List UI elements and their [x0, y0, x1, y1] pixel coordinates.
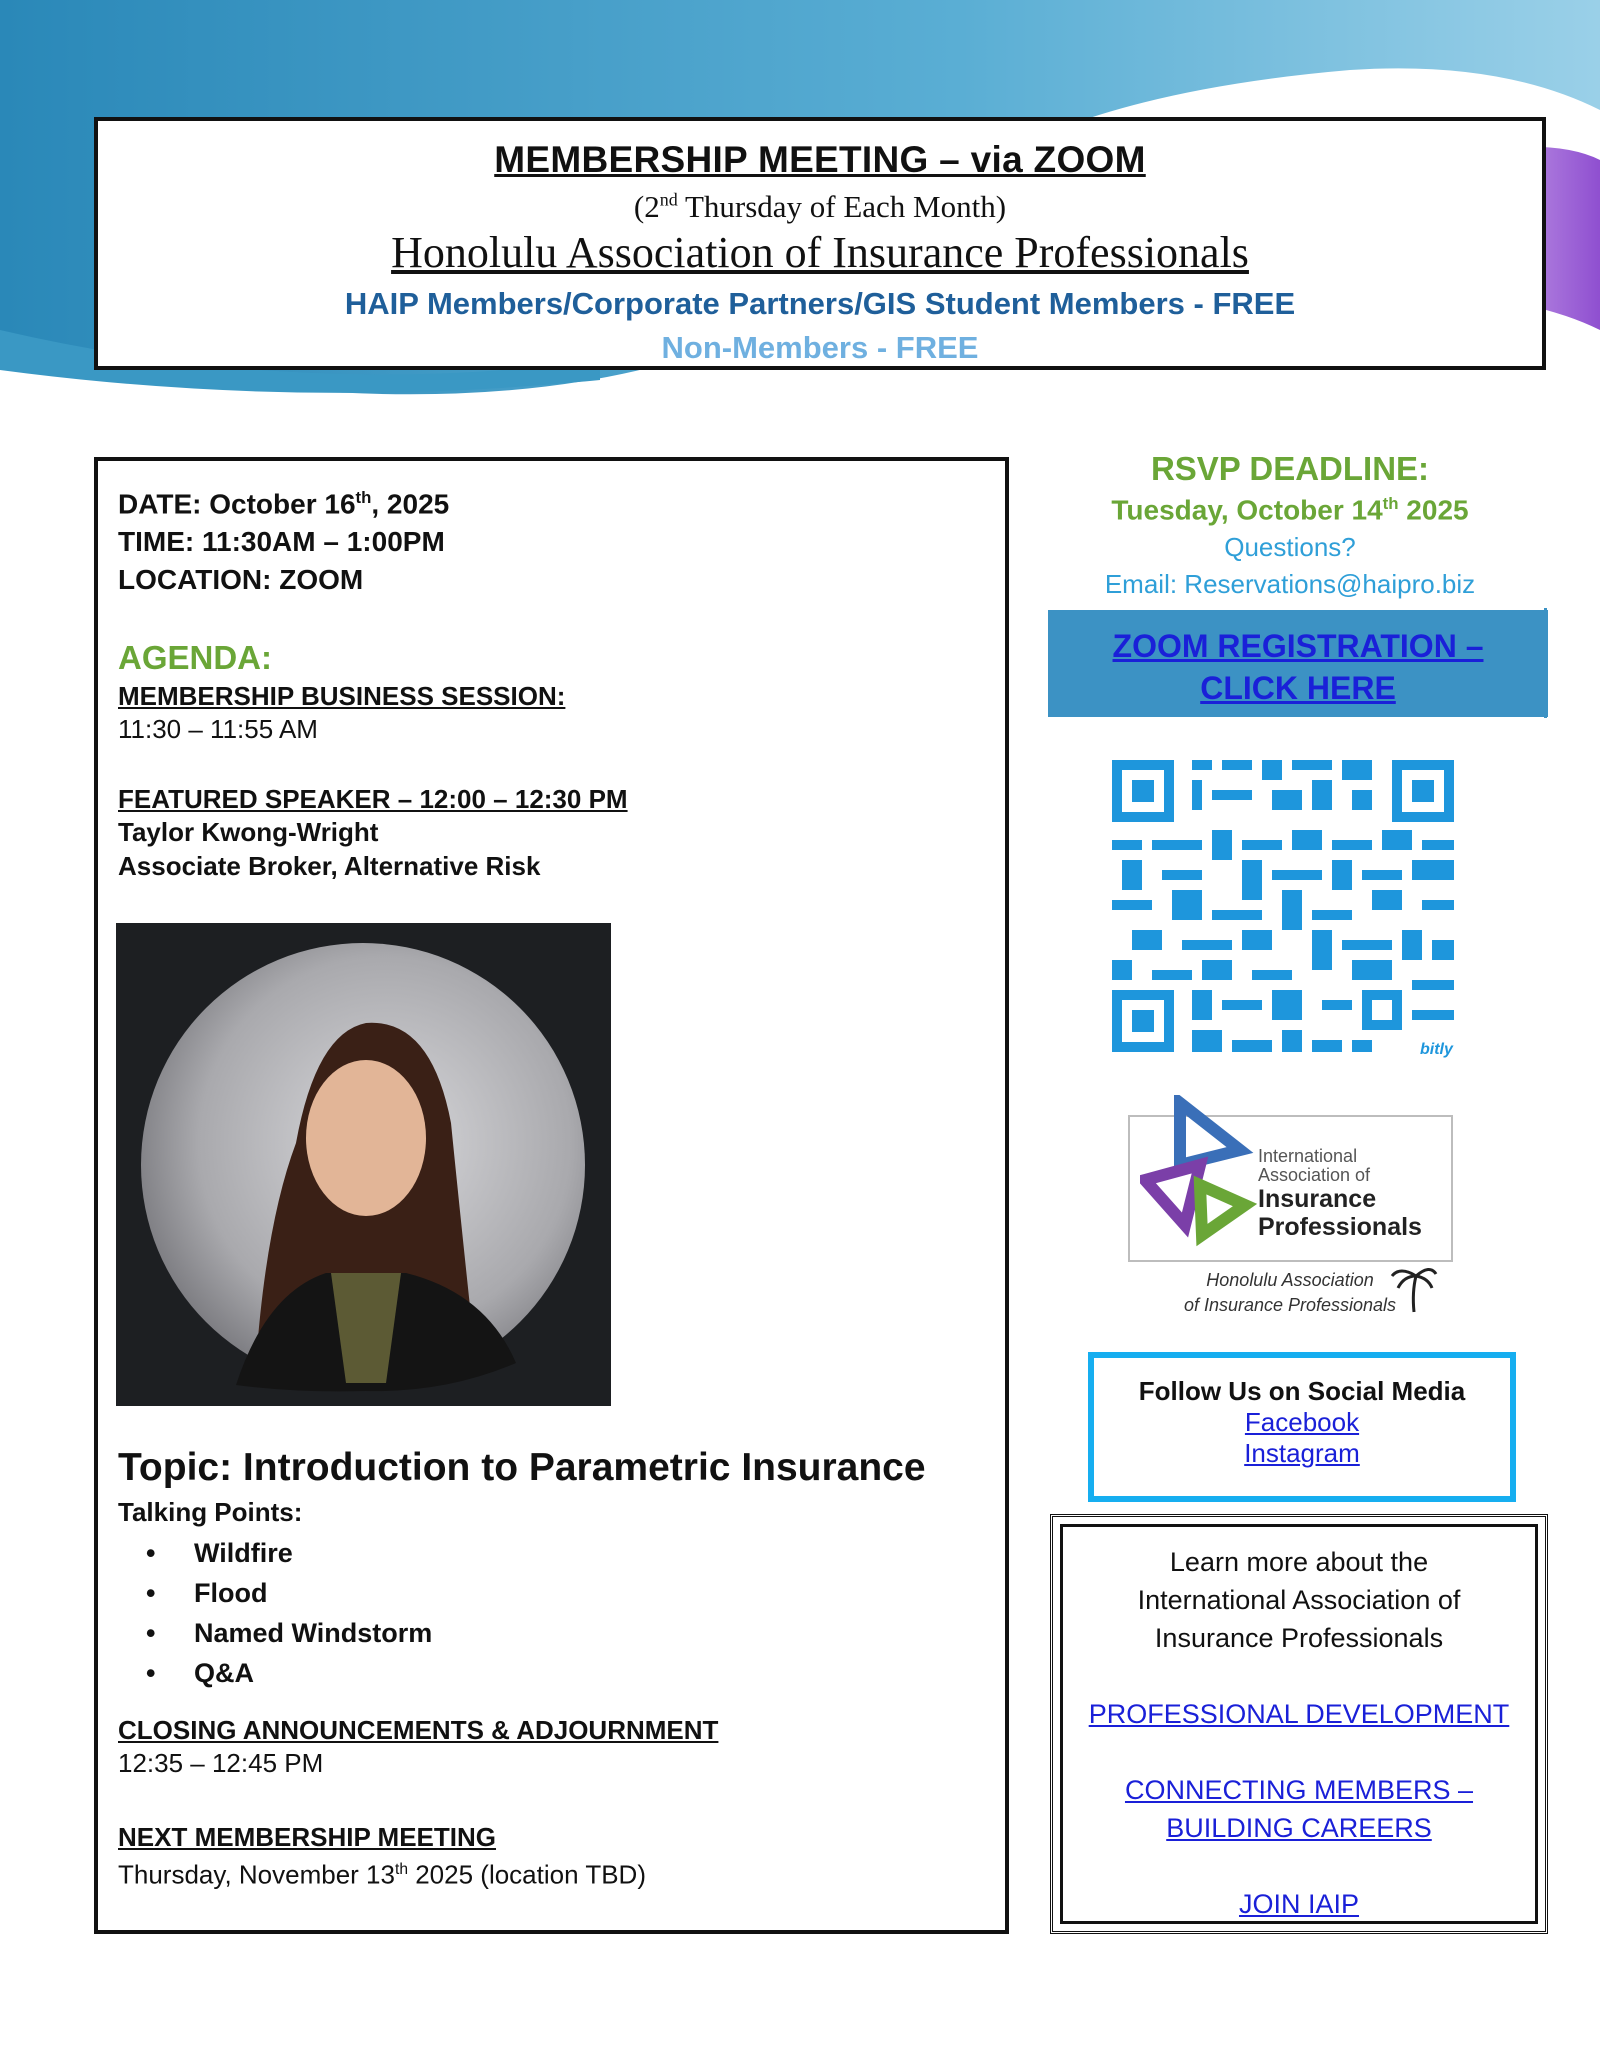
- agenda-box: [94, 457, 1009, 1934]
- learn-line: Insurance Professionals: [1154, 1623, 1444, 1653]
- business-session-time: 11:30 – 11:55 AM: [118, 714, 318, 745]
- rsvp-date: Tuesday, October 14th 2025: [1111, 494, 1469, 526]
- event-location: LOCATION: ZOOM: [118, 564, 364, 596]
- reservation-email[interactable]: Email: Reservations@haipro.biz: [1104, 569, 1476, 600]
- facebook-link[interactable]: Facebook: [1244, 1407, 1360, 1437]
- rsvp-block: [1050, 450, 1530, 600]
- talking-points-list: [146, 1533, 432, 1693]
- featured-speaker-title: FEATURED SPEAKER – 12:00 – 12:30 PM: [118, 784, 628, 815]
- closing-time: 12:35 – 12:45 PM: [118, 1748, 324, 1778]
- list-item: • Q&A: [146, 1658, 254, 1688]
- zoom-registration-link-line1[interactable]: ZOOM REGISTRATION –: [1112, 628, 1484, 664]
- business-session-title: MEMBERSHIP BUSINESS SESSION:: [118, 681, 566, 712]
- topic-title: Topic: Introduction to Parametric Insurance: [118, 1446, 926, 1489]
- zoom-registration-button[interactable]: [1048, 610, 1548, 717]
- next-meeting-section: [118, 1818, 646, 1892]
- building-careers-link[interactable]: BUILDING CAREERS: [1166, 1813, 1432, 1843]
- organization-name: Honolulu Association of Insurance Professionals: [391, 228, 1249, 277]
- iaip-logo-text: International Association of Insurance Professionals: [1258, 1146, 1422, 1241]
- list-item: • Flood: [146, 1578, 268, 1608]
- instagram-link[interactable]: Instagram: [1244, 1438, 1360, 1468]
- learn-more-box: [1050, 1514, 1548, 1934]
- social-media-box: [1088, 1352, 1516, 1502]
- connecting-members-link[interactable]: CONNECTING MEMBERS –: [1124, 1775, 1474, 1805]
- next-meeting-date: Thursday, November 13th 2025 (location TBD): [118, 1859, 646, 1890]
- closing-section: [118, 1711, 718, 1780]
- list-item: • Wildfire: [146, 1538, 293, 1568]
- list-item: • Named Windstorm: [146, 1618, 433, 1648]
- meeting-subtitle: (2nd Thursday of Each Month): [633, 189, 1007, 224]
- learn-line: International Association of: [1137, 1585, 1461, 1615]
- speaker-name: Taylor Kwong-Wright: [118, 817, 379, 848]
- learn-more-content: [1060, 1524, 1538, 1924]
- social-heading: Follow Us on Social Media: [1138, 1376, 1466, 1406]
- header-box: [94, 117, 1546, 370]
- closing-title: CLOSING ANNOUNCEMENTS & ADJOURNMENT: [118, 1715, 719, 1745]
- questions-label: Questions?: [1224, 532, 1356, 563]
- palm-tree-icon: [1390, 1262, 1438, 1314]
- speaker-role: Associate Broker, Alternative Risk: [118, 851, 541, 882]
- rsvp-heading: RSVP DEADLINE:: [1150, 450, 1430, 487]
- members-pricing: HAIP Members/Corporate Partners/GIS Student Members - FREE: [344, 286, 1296, 321]
- event-time: TIME: 11:30AM – 1:00PM: [118, 526, 445, 558]
- learn-line: Learn more about the: [1169, 1547, 1429, 1577]
- qr-brand-label: bitly: [1420, 1041, 1453, 1058]
- event-date: DATE: October 16th, 2025: [118, 488, 450, 520]
- qr-code-icon[interactable]: [1110, 758, 1470, 1058]
- zoom-registration-link-line2[interactable]: CLICK HERE: [1200, 670, 1396, 706]
- nonmembers-pricing: Non-Members - FREE: [661, 330, 979, 365]
- join-iaip-link[interactable]: JOIN IAIP: [1238, 1889, 1360, 1919]
- haip-tagline: Honolulu Association of Insurance Professionals: [1183, 1270, 1397, 1315]
- meeting-title: MEMBERSHIP MEETING – via ZOOM: [494, 139, 1146, 180]
- speaker-photo: [116, 923, 611, 1406]
- iaip-logo: [1128, 1115, 1453, 1262]
- next-meeting-title: NEXT MEMBERSHIP MEETING: [118, 1822, 497, 1852]
- triangle-logo-icon: [1140, 1095, 1260, 1255]
- professional-development-link[interactable]: PROFESSIONAL DEVELOPMENT: [1088, 1699, 1510, 1729]
- talking-points-label: Talking Points:: [118, 1497, 303, 1527]
- agenda-heading: AGENDA:: [118, 639, 272, 677]
